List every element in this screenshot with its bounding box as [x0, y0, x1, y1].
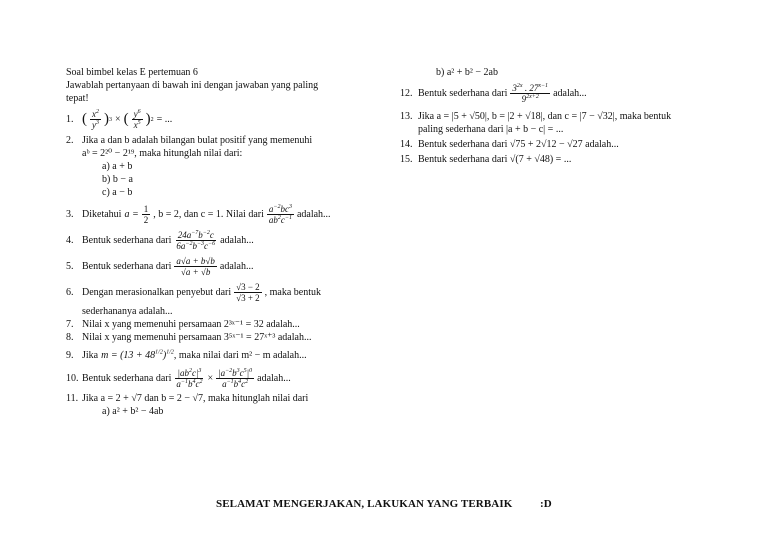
right-column — [400, 66, 700, 166]
question-11: 11. Jika a = 2 + √7 dan b = 2 − √7, maka hitunglah nilai dari a) a² + b² − 4ab — [66, 393, 309, 417]
question-3: 3. Diketahui a = $\frac{1}{2}$ , b = 2, dan c = 1. Nilai dari $\frac{a^{-2}bc^3}{ab^2c^{-1}}$ adalah... — [66, 204, 331, 225]
question-7: 7. Nilai x yang memenuhi persamaan 2³ˣ⁻¹ = 32 adalah... — [66, 319, 300, 330]
question-5: 5. Bentuk sederhana dari $\frac{a√a + b√b}{√a + √b}$ adalah... — [66, 256, 254, 277]
question-14: 14. Bentuk sederhana dari √75 + 2√12 − √27 adalah... — [400, 139, 619, 150]
question-1: 1. ( $\frac{x^2}{y^3}$ ) 3 × ( $\frac{y^6}{x^5}$ ) 2 = ... — [66, 109, 173, 130]
question-2: 2. Jika a dan b adalah bilangan bulat positif yang memenuhi aᵇ = 2²⁰ − 2¹⁹, maka hitunglah nilai dari: a) a + b b) b − a c) a − b — [66, 135, 313, 198]
question-8: 8. Nilai x yang memenuhi persamaan 3⁵ˣ⁻¹ = 27ˣ⁺³ adalah... — [66, 332, 312, 343]
question-11-b: b) a² + b² − 2ab — [436, 67, 498, 78]
question-13: 13. Jika a = |5 + √50|, b = |2 + √18|, dan c = |7 − √32|, maka bentuk paling sederhana dari |a + b − c| = ... — [400, 111, 672, 135]
q10-fraction-b: $\frac{|a^{-2}b^3c^5|^0}{a^{-1}b^4c^2}$ — [218, 368, 253, 389]
q1-fraction-a: $\frac{x^2}{y^3}$ — [92, 109, 99, 130]
footer-smile: :D — [540, 498, 552, 510]
instruction-line-1: Jawablah pertanyaan di bawah ini dengan jawaban yang paling — [66, 80, 319, 91]
q12-fraction: $\frac{3^{2x} . 27^{x-1}}{9^{2x+2}}$ — [512, 83, 549, 104]
question-15: 15. Bentuk sederhana dari √(7 + √48) = ... — [400, 154, 572, 165]
q9-expression: $m = (13 + 48^{1/2})^{1/2}$ — [101, 349, 174, 361]
question-9: 9. Jika $m = (13 + 48^{1/2})^{1/2}$ , maka nilai dari m² − m adalah... — [66, 349, 307, 361]
q4-fraction: $\frac{24a^{-7}b^{-2}c}{6a^{-2}b^{-3}c^{-6}}$ — [176, 230, 216, 251]
instruction-line-2: tepat! — [66, 93, 89, 104]
question-10: 10. Bentuk sederhana dari $\frac{|ab^2c|^3}{a^{-1}b^4c^2}$ × $\frac{|a^{-2}b^3c^5|^0}{a^{-1}b^4c^2}$ adalah... — [66, 368, 291, 389]
footer-message: SELAMAT MENGERJAKAN, LAKUKAN YANG TERBAIK :D — [216, 498, 552, 510]
q5-fraction: $\frac{a√a + b√b}{√a + √b}$ — [176, 256, 215, 277]
q1-fraction-b: $\frac{y^6}{x^5}$ — [133, 109, 141, 130]
question-12: 12. Bentuk sederhana dari $\frac{3^{2x} . 27^{x-1}}{9^{2x+2}}$ adalah... — [400, 83, 587, 104]
q6-fraction: $\frac{√3 - 2}{√3 + 2}$ — [236, 282, 260, 303]
q10-fraction-a: $\frac{|ab^2c|^3}{a^{-1}b^4c^2}$ — [176, 368, 203, 389]
question-4: 4. Bentuk sederhana dari $\frac{24a^{-7}b^{-2}c}{6a^{-2}b^{-3}c^{-6}}$ adalah... — [66, 230, 254, 251]
worksheet-title: Soal bimbel kelas E pertemuan 6 — [66, 67, 198, 78]
question-6: 6. Dengan merasionalkan penyebut dari $\frac{√3 - 2}{√3 + 2}$ , maka bentuk sederhananya adalah... — [66, 282, 322, 317]
left-column — [66, 66, 368, 418]
q3-fraction: $\frac{a^{-2}bc^3}{ab^2c^{-1}}$ — [268, 204, 292, 225]
